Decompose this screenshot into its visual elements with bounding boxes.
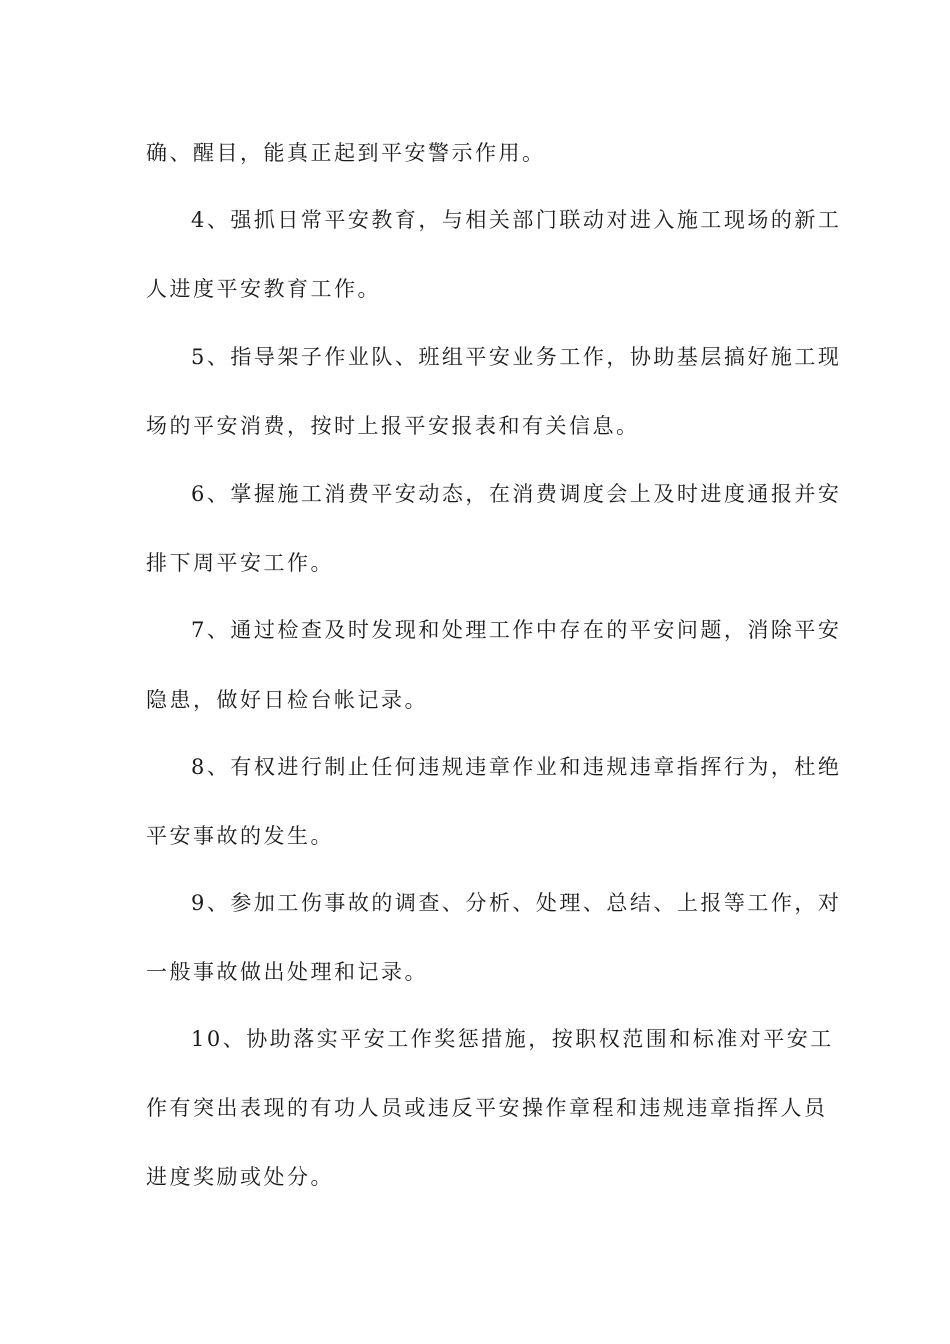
- text-line: 隐患，做好日检台帐记录。: [146, 688, 428, 712]
- text-line: 6、掌握施工消费平安动态，在消费调度会上及时进度通报并安: [191, 482, 842, 506]
- text-line: 一般事故做出处理和记录。: [146, 960, 428, 984]
- text-line: 进度奖励或处分。: [146, 1165, 334, 1189]
- text-line: 平安事故的发生。: [146, 824, 334, 848]
- text-line: 8、有权进行制止任何违规违章作业和违规违章指挥行为，杜绝: [191, 755, 842, 779]
- text-line: 作有突出表现的有功人员或违反平安操作章程和违规违章指挥人员: [146, 1096, 828, 1120]
- text-line: 7、通过检查及时发现和处理工作中存在的平安问题，消除平安: [191, 618, 842, 642]
- text-line: 场的平安消费，按时上报平安报表和有关信息。: [146, 414, 640, 438]
- text-line: 9、参加工伤事故的调查、分析、处理、总结、上报等工作，对: [191, 891, 842, 915]
- text-line: 人进度平安教育工作。: [146, 277, 381, 301]
- text-line: 排下周平安工作。: [146, 551, 334, 575]
- text-line: 5、指导架子作业队、班组平安业务工作，协助基层搞好施工现: [191, 345, 842, 369]
- text-line: 10、协助落实平安工作奖惩措施，按职权范围和标准对平安工: [191, 1027, 834, 1051]
- text-line: 4、强抓日常平安教育，与相关部门联动对进入施工现场的新工: [191, 208, 842, 232]
- text-line: 确、醒目，能真正起到平安警示作用。: [146, 141, 546, 165]
